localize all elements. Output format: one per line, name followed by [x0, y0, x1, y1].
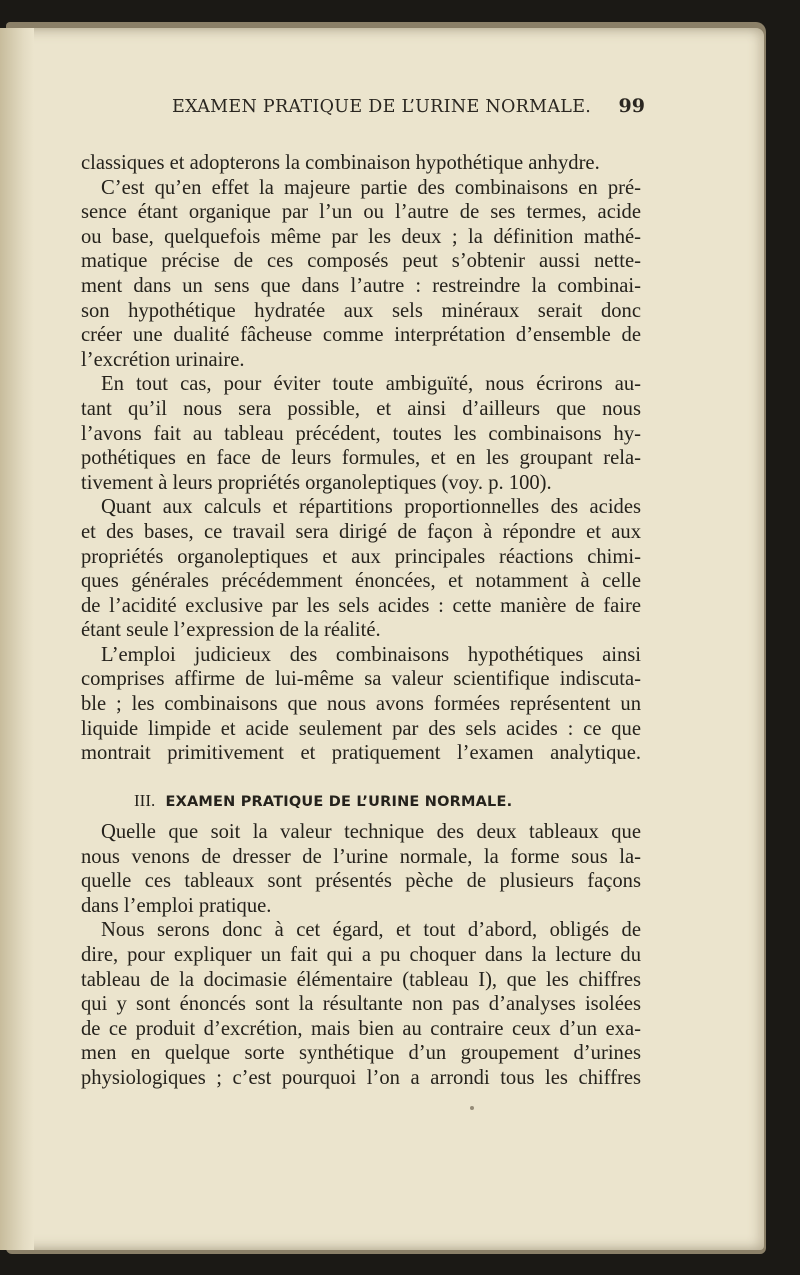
text-line: nous venons de dresser de l’urine normale, la forme sous la- [81, 845, 641, 868]
text-line: ble ; les combinaisons que nous avons formées représentent un [81, 693, 641, 716]
text-line: l’avons fait au tableau précédent, toutes les combinaisons hy- [81, 422, 641, 445]
text-line: de l’acidité exclusive par les sels acides : cette manière de faire [81, 594, 641, 617]
section-number: III. [134, 791, 156, 810]
text-line: son hypothétique hydratée aux sels minéraux serait donc [81, 299, 641, 322]
paper-spot [470, 1106, 474, 1110]
text-line: tivement à leurs propriétés organoleptiques (voy. p. 100). [81, 471, 552, 494]
text-line: men en quelque sorte synthétique d’un groupement d’urines [81, 1042, 641, 1065]
text-line: C’est qu’en effet la majeure partie des combinaisons en pré- [101, 176, 641, 199]
text-line: propriétés organoleptiques et aux principales réactions chimi- [81, 545, 641, 568]
text-line: pothétiques en face de leurs formules, et en les groupant rela- [81, 447, 641, 470]
page-number: 99 [618, 95, 645, 117]
text-line: de ce produit d’excrétion, mais bien au contraire ceux d’un exa- [81, 1017, 641, 1040]
text-line: ou base, quelquefois même par les deux ; la définition mathé- [81, 225, 641, 248]
section-heading [134, 791, 512, 811]
text-line: matique précise de ces composés peut s’obtenir aussi nette- [81, 250, 641, 273]
text-line: dans l’emploi pratique. [81, 894, 272, 917]
text-line: qui y sont énoncés sont la résultante non pas d’analyses isolées [81, 993, 641, 1016]
text-line: L’emploi judicieux des combinaisons hypothétiques ainsi [101, 643, 641, 666]
text-line: créer une dualité fâcheuse comme interprétation d’ensemble de [81, 324, 641, 347]
text-line: ment dans un sens que dans l’autre : restreindre la combinai- [81, 274, 641, 297]
text-line: dire, pour expliquer un fait qui a pu choquer dans la lecture du [81, 943, 641, 966]
body-text-after-section [81, 820, 641, 1091]
text-line: étant seule l’expression de la réalité. [81, 619, 381, 642]
text-line: montrait primitivement et pratiquement l’examen analytique. [81, 742, 641, 765]
text-line: En tout cas, pour éviter toute ambiguïté, nous écrirons au- [101, 373, 641, 396]
text-line: quelle ces tableaux sont présentés pèche de plusieurs façons [81, 870, 641, 893]
text-line: physiologiques ; c’est pourquoi l’on a arrondi tous les chiffres [81, 1066, 641, 1089]
text-line: tant qu’il nous sera possible, et ainsi d’ailleurs que nous [81, 397, 641, 420]
text-line: l’excrétion urinaire. [81, 348, 245, 371]
text-line: ques générales précédemment énoncées, et notamment à celle [81, 570, 641, 593]
body-text-before-section [81, 151, 641, 766]
text-line: et des bases, ce travail sera dirigé de façon à répondre et aux [81, 520, 641, 543]
text-line: comprises affirme de lui-même sa valeur scientifique indiscuta- [81, 668, 641, 691]
text-line: tableau de la docimasie élémentaire (tableau I), que les chiffres [81, 968, 641, 991]
text-line: Quant aux calculs et répartitions proportionnelles des acides [101, 496, 641, 519]
text-line: liquide limpide et acide seulement par des sels acides : ce que [81, 717, 641, 740]
running-head: EXAMEN PRATIQUE DE L’URINE NORMALE. [172, 97, 592, 117]
text-line: Quelle que soit la valeur technique des deux tableaux que [101, 821, 641, 843]
text-line: classiques et adopterons la combinaison hypothétique anhydre. [81, 152, 600, 174]
section-title: EXAMEN PRATIQUE DE L’URINE NORMALE. [165, 794, 513, 810]
binding-gutter [0, 28, 34, 1250]
text-line: Nous serons donc à cet égard, et tout d’abord, obligés de [101, 919, 641, 942]
page-header [80, 92, 645, 122]
text-line: sence étant organique par l’un ou l’autre de ses termes, acide [81, 201, 641, 224]
